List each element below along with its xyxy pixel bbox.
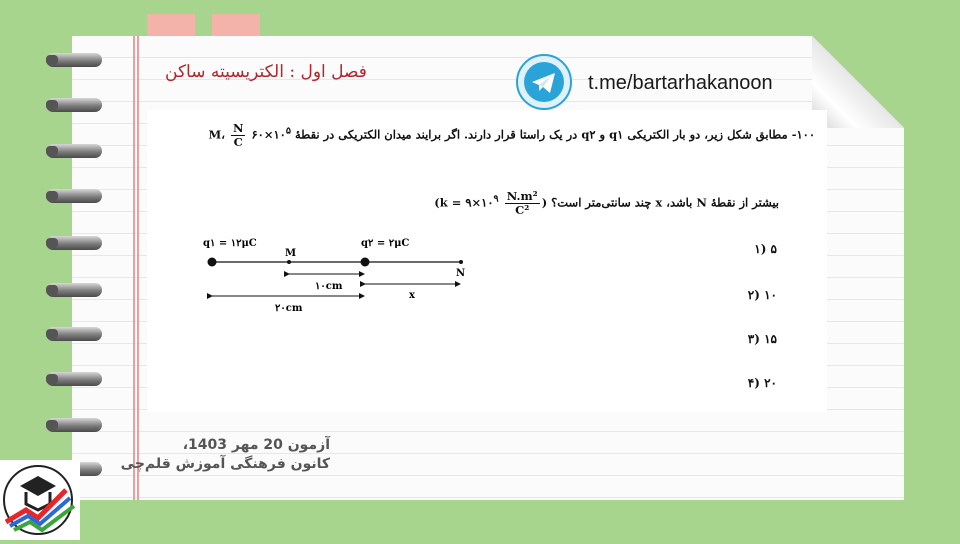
point-n-dot xyxy=(459,260,463,264)
ring xyxy=(46,372,102,386)
dim-10cm: ۱۰cm xyxy=(315,281,343,292)
decor-tab-2 xyxy=(212,14,260,38)
n-label: N xyxy=(456,268,466,279)
decor-tab-1 xyxy=(147,14,195,38)
option-2[interactable]: ۱۰ (۲ xyxy=(747,288,777,302)
const-prefix: (k = ۹×۱۰ xyxy=(434,195,494,210)
question-text-1: مطابق شکل زیر، دو بار الکتریکی q۱ و q۲ در یک راستا قرار دارند. اگر برایند میدان الکتریکی در نقطهٔ M، xyxy=(208,127,788,142)
ring xyxy=(46,283,102,297)
ring xyxy=(46,98,102,112)
ring xyxy=(46,144,102,158)
margin-line-left xyxy=(133,36,135,500)
const-fraction xyxy=(505,190,540,217)
charge-q2-dot xyxy=(361,258,370,267)
q2-label: q۲ = ۲μC xyxy=(361,238,410,249)
unit-den: C xyxy=(233,135,243,149)
unit-fraction xyxy=(231,122,246,149)
channel-link[interactable]: t.me/bartarhakanoon xyxy=(588,72,773,94)
q1-label: q۱ = ۱۲μC xyxy=(203,238,257,249)
m-label: M xyxy=(285,248,297,259)
field-value: ۶۰×۱۰ xyxy=(251,127,286,142)
unit-num: N xyxy=(232,121,244,135)
charge-q1-dot xyxy=(208,258,217,267)
point-m-dot xyxy=(287,260,291,264)
ring xyxy=(46,236,102,250)
option-1[interactable]: ۵ (۱ xyxy=(754,242,777,256)
question-text-2: بیشتر از نقطهٔ N باشد، x چند سانتی‌متر است؟ xyxy=(551,195,779,210)
dim-20cm: ۲۰cm xyxy=(275,303,303,314)
telegram-icon[interactable] xyxy=(516,54,572,110)
const-exponent: ۹ xyxy=(493,193,499,205)
publisher-logo xyxy=(0,460,80,540)
const-num: N.m² xyxy=(506,189,538,203)
const-den: C² xyxy=(515,203,530,217)
footer-line-2: کانون فرهنگی آموزش قلم‌چی xyxy=(120,456,330,472)
charge-figure xyxy=(197,228,477,323)
question-panel xyxy=(147,110,827,412)
footer-line-1: آزمون 20 مهر 1403، xyxy=(182,437,330,453)
const-suffix: ) xyxy=(541,195,548,210)
source-footer xyxy=(121,436,330,474)
ring xyxy=(46,327,102,341)
option-4[interactable]: ۲۰ (۴ xyxy=(747,376,777,390)
margin-line-right xyxy=(137,36,139,500)
option-3[interactable]: ۱۵ (۳ xyxy=(747,332,777,346)
question-line-1 xyxy=(208,122,815,149)
field-exponent: ۵ xyxy=(285,125,291,137)
question-number: ۱۰۰- xyxy=(791,127,815,142)
constant-k xyxy=(434,190,547,217)
ring xyxy=(46,418,102,432)
question-line-2 xyxy=(434,190,779,217)
chapter-title: فصل اول : الکتریسیته ساکن xyxy=(165,62,367,82)
dim-x: x xyxy=(409,290,415,301)
ring xyxy=(46,189,102,203)
ring xyxy=(46,53,102,67)
